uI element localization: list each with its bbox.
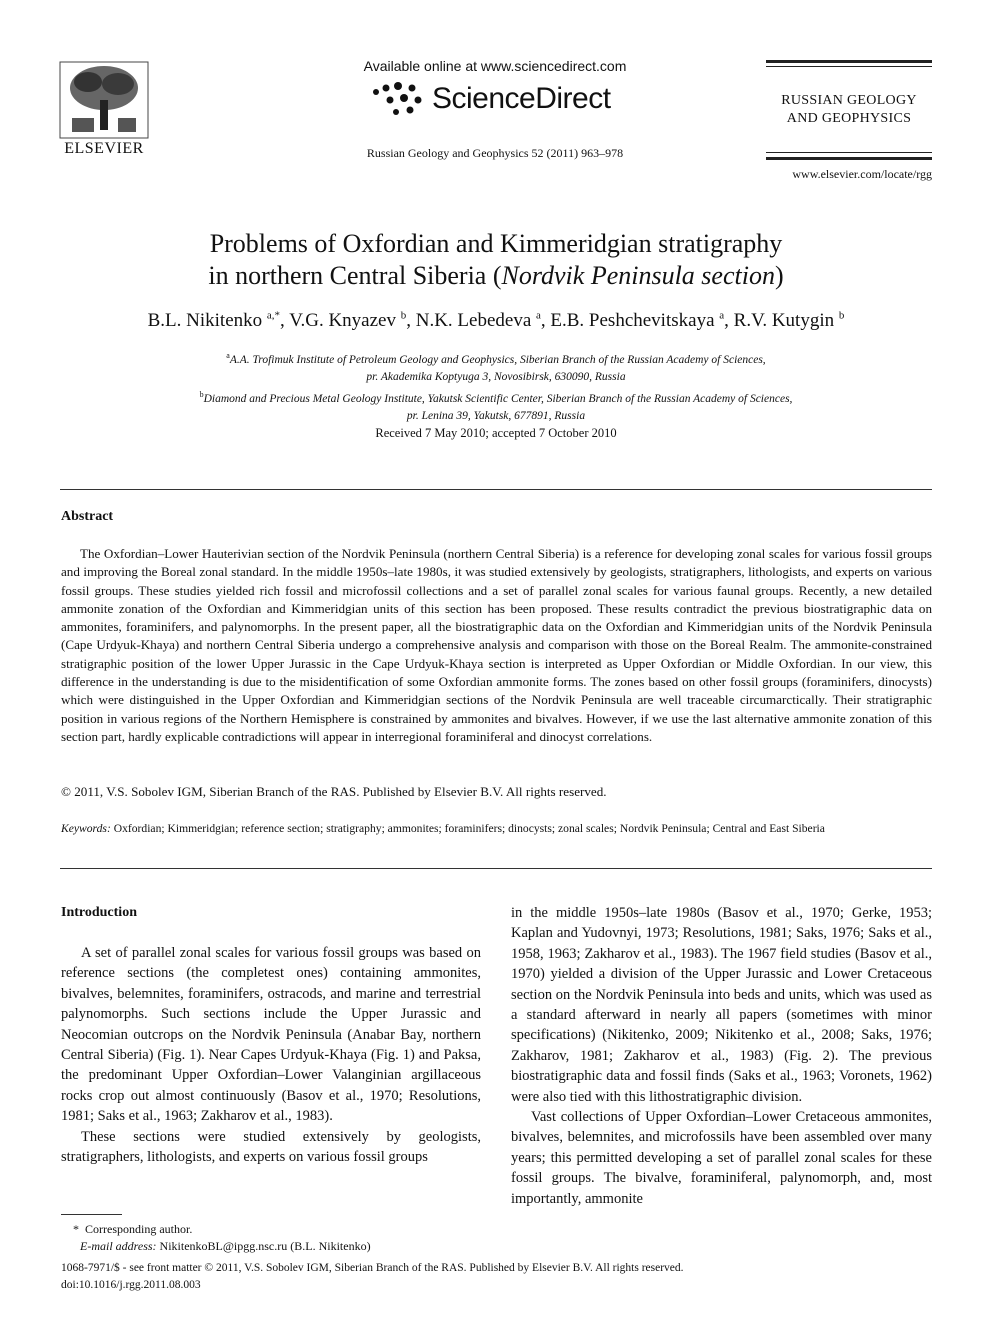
divider-top bbox=[60, 489, 932, 490]
author[interactable]: N.K. Lebedeva $^a$, bbox=[415, 310, 551, 332]
journal-url-link[interactable]: www.elsevier.com/locate/rgg bbox=[792, 167, 932, 181]
abstract-copyright: © 2011, V.S. Sobolev IGM, Siberian Branch of the RAS. Published by Elsevier B.V. All rights reserved. bbox=[61, 784, 607, 799]
abstract-text: The Oxfordian–Lower Hauterivian section of the Nordvik Peninsula (northern Central Siberia) is a reference for developing zonal scales for various fossil groups and improving the Boreal zonal standard. In the middle 1950s–late 1980s, it was studied extensively by geologists, stratigraphers, lithologists, and experts on various fossil groups. These studies yielded rich fossil and microfossil collections and a set of parallel zonal scales for various faunal groups. Recently, a new detailed ammonite zonation of the Oxfordian and Kimmeridgian units of this section has been proposed. These results contradict the previous biostratigraphic data on ammonites, foraminifers, and palynomorphs. In the present paper, all the biostratigraphic data on the Oxfordian and Kimmeridgian units of the Nordvik Peninsula (Cape Urdyuk-Khaya) and northern Central Siberia undergo a comprehensive analysis and comparison with those on the Boreal Realm. The ammonite-constrained stratigraphic position of the lower Upper Jurassic in the Cape Urdyuk-Khaya section is interpreted as Upper Oxfordian or Middle Oxfordian. In our view, this difference in the understanding is due to the misidentification of some Oxfordian ammonite forms. The zones based on other fossil groups (foraminifers, dinocysts) which were distinguished in the Upper Oxfordian and Kimmeridgian sections of the Nordvik Peninsula are well traceable circumarctically. Their stratigraphic position in various regions of the Northern Hemisphere is constrained by ammonites and bivalves. However, if we use the last alternative ammonite zonation of this section part, hardly explicable contradictions will appear in interregional foraminiferal and dinocyst correlations. bbox=[61, 546, 932, 744]
article-title: Problems of Oxfordian and Kimmeridgian stratigraphy in northern Central Siberia (Nordvik Peninsula section) bbox=[208, 229, 784, 290]
footnote-rule bbox=[61, 1214, 122, 1215]
body-column-right bbox=[511, 903, 932, 1209]
author[interactable]: B.L. Nikitenko $^{a,*}$, bbox=[147, 310, 290, 332]
sciencedirect-wordmark: ScienceDirect bbox=[432, 82, 611, 115]
author-list bbox=[60, 310, 932, 332]
paragraph: A set of parallel zonal scales for various fossil groups was based on reference sections (the completest ones) containing ammonites, bivalves, belemnites, foraminifers, ostracods, and marine and terrestrial palynomorphs. Such sections include the Upper Jurassic and Neocomian outcrops on the Nordvik Peninsula (Anabar Bay, northern Central Siberia) (Fig. 1). Near Capes Urdyuk-Khaya (Fig. 1) and Paksa, the predominant Upper Oxfordian–Lower Valanginian argillaceous rocks crop out almost continuously (Basov et al., 1970; Resolutions, 1981; Saks et al., 1963; Zakharov et al., 1983). bbox=[61, 945, 481, 1125]
journal-banner-rule-top-thin bbox=[766, 66, 932, 67]
paragraph: in the middle 1950s–late 1980s (Basov et al., 1970; Gerke, 1953; Kaplan and Yudovnyi, 1973; Resolutions, 1981; Saks, 1976; Saks et al., 1958, 1963; Zakharov et al., 1983). The 1967 field studies (Basov et al., 1970) yielded a division of the Upper Jurassic and Lower Cretaceous section on the Nordvik Peninsula into beds and units, which was used as a standard afterward in nearly all papers (sometimes with minor specifications) (Nikitenko, 2009; Nikitenko et al., 2008; Saks, 1976; Zakharov, 1981; Zakharov et al., 1983) (Fig. 2). The previous biostratigraphic data and fossil finds (Saks et al., 1963; Voronets, 1962) were also tied with this lithostratigraphic division. bbox=[511, 905, 932, 1105]
email-link[interactable]: NikitenkoBL@ipgg.nsc.ru (B.L. Nikitenko) bbox=[159, 1239, 371, 1253]
affiliations: $^a$A.A. Trofimuk Institute of Petroleum Geology and Geophysics, Siberian Branch of the Russian Academy of Sciences, pr. Akademika Koptyuga 3, Novosibirsk, 630090, Russia $^b$Diamond and Precious Metal Geology Institute, Yakutsk Scientific Center, Siberian Branch of the Russian Academy of Sciences, pr. Lenina 39, Yakutsk, 677891, Russia bbox=[60, 347, 932, 425]
journal-citation: Russian Geology and Geophysics 52 (2011) 963–978 bbox=[366, 146, 624, 160]
footer-issn: 1068-7971/$ - see front matter © 2011, V.S. Sobolev IGM, Siberian Branch of the RAS. Published by Elsevier B.V. All rights reserved. doi:10.1016/j.rgg.2011.08.003 bbox=[61, 1260, 932, 1294]
elsevier-wordmark: ELSEVIER bbox=[64, 140, 144, 157]
body-column-left bbox=[61, 943, 481, 1167]
author[interactable]: E.B. Peshchevitskaya $^a$, bbox=[550, 310, 734, 332]
journal-banner-rule-bottom bbox=[766, 157, 932, 160]
abstract-heading: Abstract bbox=[61, 509, 114, 524]
paragraph: Vast collections of Upper Oxfordian–Lower Cretaceous ammonites, bivalves, belemnites, and microfossils have been assembled over many years; this permitted developing a set of parallel zonal scales for these fossil groups. The bivalve, foraminiferal, palynomorph, and, most importantly, ammonite bbox=[511, 1109, 932, 1207]
journal-banner-rule-top bbox=[766, 60, 932, 63]
journal-banner-title: RUSSIAN GEOLOGY AND GEOPHYSICS bbox=[781, 93, 917, 126]
journal-banner-rule-bottom-thin bbox=[766, 152, 932, 153]
received-dates: Received 7 May 2010; accepted 7 October 2010 bbox=[375, 426, 617, 440]
author[interactable]: R.V. Kutygin $^b$ bbox=[733, 310, 845, 332]
footnote: * Corresponding author. E-mail address: NikitenkoBL@ipgg.nsc.ru (B.L. Nikitenko) bbox=[73, 1222, 371, 1253]
paragraph: These sections were studied extensively by geologists, stratigraphers, lithologists, and experts on various fossil groups bbox=[61, 1128, 481, 1166]
affiliation-b: $^b$Diamond and Precious Metal Geology Institute, Yakutsk Scientific Center, Siberian Branch of the Russian Academy of Sciences, bbox=[199, 389, 793, 405]
keywords: Keywords: Oxfordian; Kimmeridgian; reference section; stratigraphy; ammonites; foraminifers; dinocysts; zonal scales; Nordvik Peninsula; Central and East Siberia bbox=[61, 822, 825, 835]
divider-bottom bbox=[60, 868, 932, 869]
affiliation-a: $^a$A.A. Trofimuk Institute of Petroleum Geology and Geophysics, Siberian Branch of the Russian Academy of Sciences, bbox=[226, 351, 766, 366]
sciencedirect-dots-icon bbox=[370, 80, 430, 122]
section-heading-introduction: Introduction bbox=[61, 905, 137, 920]
available-online-text: Available online at www.sciencedirect.com bbox=[363, 58, 627, 74]
author[interactable]: V.G. Knyazev $^b$, bbox=[289, 310, 416, 332]
doi-link[interactable]: doi:10.1016/j.rgg.2011.08.003 bbox=[61, 1279, 201, 1291]
sciencedirect-logo bbox=[370, 80, 630, 122]
